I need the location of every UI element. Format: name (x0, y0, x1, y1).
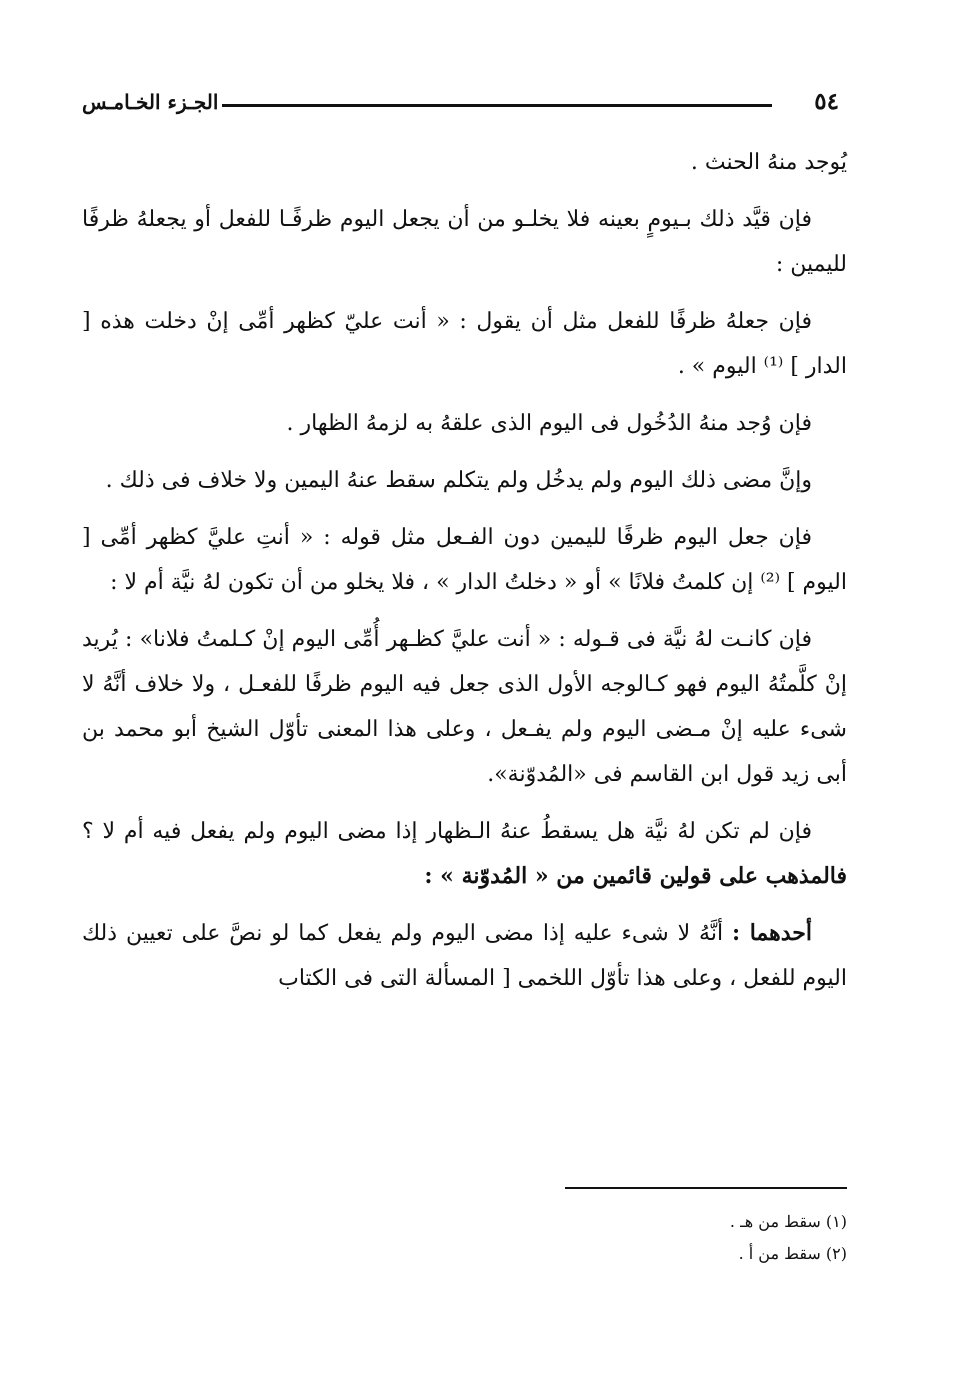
page-header (82, 88, 847, 124)
paragraph-text: وإنَّ مضى ذلك اليوم ولم يدخُل ولم يتكلم سقط عنهُ اليمين ولا خلاف فى ذلك . (105, 468, 812, 493)
paragraph (82, 299, 847, 389)
paragraph-text: يُوجد منهُ الحنث . (690, 150, 847, 175)
header-rule (222, 104, 772, 107)
paragraph (82, 515, 847, 605)
paragraph-text: فإن جعلهُ ظرفًا للفعل مثل أن يقول : « أنت عليّ كظهر أمِّى إنْ دخلت هذه [ الدار ] ⁽¹⁾ اليوم » . (82, 309, 847, 379)
book-page (82, 0, 847, 1385)
paragraph-text: أنَّهُ لا شىء عليه إذا مضى اليوم ولم يفعل كما لو نصَّ على تعيين ذلك اليوم للفعل ، وعلى هذا تأوّل اللخمى [ المسألة التى فى الكتاب (82, 921, 847, 991)
running-title: الجـزء الخـامـس (82, 90, 219, 114)
paragraph (82, 140, 847, 185)
paragraph-bold-text: فالمذهب على قولين قائمين من « المُدوّنة » : (424, 863, 847, 889)
paragraph-text: فإن لم تكن لهُ نيَّة هل يسقطُ عنهُ الـظهار إذا مضى اليوم ولم يفعل فيه أم لا ؟ (82, 819, 812, 844)
paragraph (82, 911, 847, 1001)
paragraph-label: أحدهما : (732, 920, 812, 946)
page-number: ٥٤ (814, 88, 839, 115)
footnote: (٢) سقط من أ . (738, 1244, 847, 1263)
body-text (82, 140, 847, 1013)
paragraph-text: فإن قيَّد ذلك بـيومٍ بعينه فلا يخلـو من أن يجعل اليوم ظرفًـا للفعل أو يجعلهُ ظرفًا لليمين : (82, 207, 847, 277)
footnote: (١) سقط من هـ . (729, 1212, 847, 1231)
paragraph-text: فإن وُجد منهُ الدُخُول فى اليوم الذى علقهُ به لزمهُ الظهار . (286, 411, 812, 436)
paragraph (82, 809, 847, 899)
footnotes (82, 1206, 847, 1270)
paragraph-text: فإن كانـت لهُ نيَّة فى قـوله : « أنت عليَّ كظـهر أُمِّى اليوم إنْ كـلمتُ فلانا» : يُريد إنْ كلَّمتُهُ اليوم فهو كـالوجه الأول الذى جعل فيه اليوم ظرفًا للفعـل ، ولا خلاف أنَّهُ لا شىء عليه إنْ مـضى اليوم ولم يفـعل ، وعلى هذا المعنى تأوّل الشيخ أبو محمد بن أبى زيد قول ابن القاسم فى «المُدوّنة». (82, 627, 847, 787)
paragraph (82, 401, 847, 446)
paragraph-text: فإن جعل اليوم ظرفًا لليمين دون الفـعل مثل قوله : « أنتِ عليَّ كظهر أمِّى [ اليوم ] ⁽²⁾ إن كلمتُ فلانًا » أو « دخلتُ الدار » ، فلا يخلو من أن تكون لهُ نيَّة أم لا : (82, 525, 847, 595)
paragraph (82, 197, 847, 287)
paragraph (82, 458, 847, 503)
paragraph (82, 617, 847, 797)
footnote-rule (565, 1187, 847, 1189)
